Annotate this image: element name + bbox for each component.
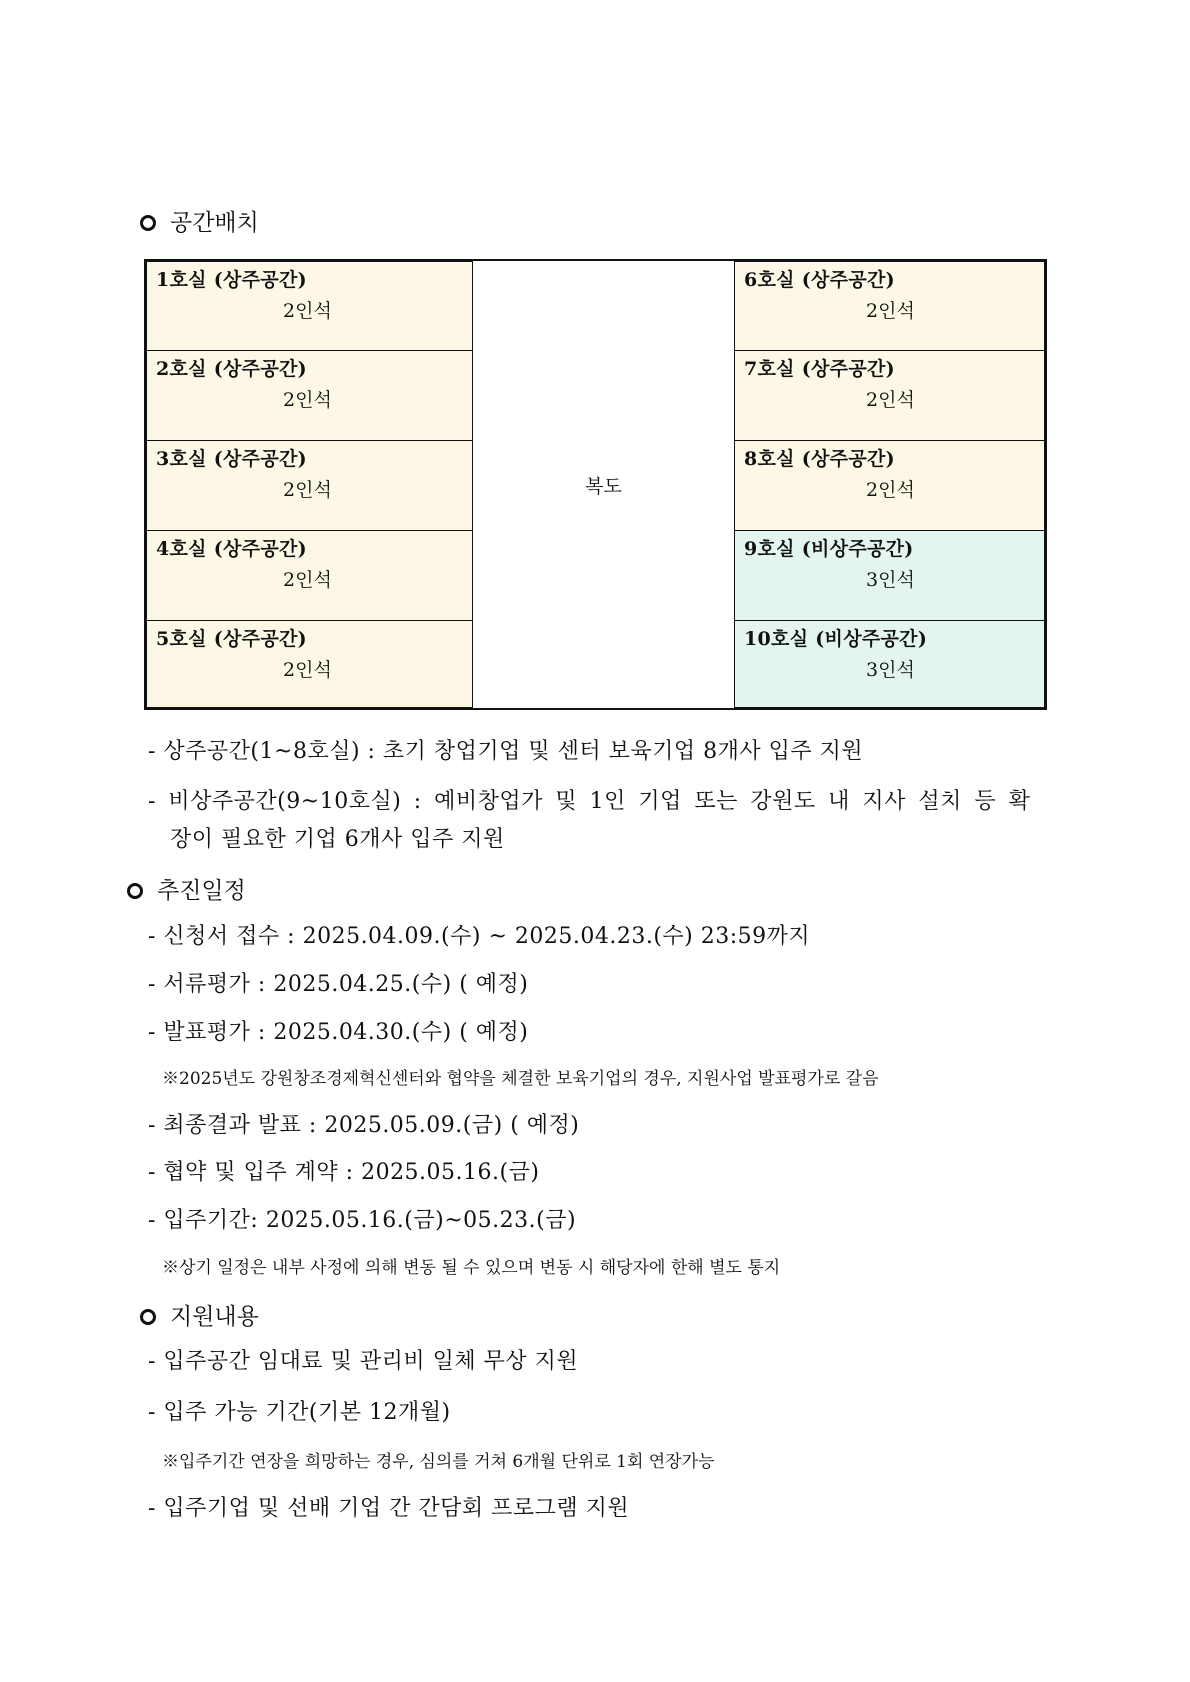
layout-desc-nonresident: - 비상주공간(9~10호실) : 예비창업가 및 1인 기업 또는 강원도 내 지사 설치 등 확 <box>148 789 1031 814</box>
room-6 <box>734 261 1045 351</box>
layout-desc-nonresident-cont: 장이 필요한 기업 6개사 입주 지원 <box>170 827 505 852</box>
room-name: 4호실 (상주공간) <box>156 538 307 560</box>
support-rent-free: - 입주공간 임대료 및 관리비 일체 무상 지원 <box>148 1349 579 1374</box>
room-9 <box>734 530 1045 621</box>
room-seats: 2인석 <box>283 659 332 681</box>
room-seats: 2인석 <box>283 479 332 501</box>
schedule-contract: - 협약 및 입주 계약 : 2025.05.16.(금) <box>148 1160 540 1185</box>
section-heading-schedule: 추진일정 <box>127 872 246 905</box>
schedule-note-presentation: ※2025년도 강원창조경제혁신센터와 협약을 체결한 보육기업의 경우, 지원사업 발표평가로 갈음 <box>162 1069 879 1089</box>
schedule-note-change: ※상기 일정은 내부 사정에 의해 변동 될 수 있으며 변동 시 해당자에 한해 별도 통지 <box>162 1258 781 1278</box>
layout-desc-resident: - 상주공간(1~8호실) : 초기 창업기업 및 센터 보육기업 8개사 입주 지원 <box>148 739 864 764</box>
section-heading-support: 지원내용 <box>140 1298 259 1331</box>
corridor <box>472 261 735 708</box>
room-name: 2호실 (상주공간) <box>156 358 307 380</box>
room-1 <box>146 261 473 351</box>
circle-bullet-icon <box>140 215 156 231</box>
schedule-final-result: - 최종결과 발표 : 2025.05.09.(금) ( 예정) <box>148 1113 580 1138</box>
section-heading-layout: 공간배치 <box>140 204 259 237</box>
schedule-application: - 신청서 접수 : 2025.04.09.(수) ~ 2025.04.23.(수) 23:59까지 <box>148 924 811 949</box>
room-name: 1호실 (상주공간) <box>156 269 307 291</box>
room-seats: 2인석 <box>866 479 915 501</box>
room-name: 6호실 (상주공간) <box>744 269 895 291</box>
room-4 <box>146 530 473 621</box>
room-seats: 3인석 <box>866 569 915 591</box>
circle-bullet-icon <box>140 1309 156 1325</box>
room-name: 8호실 (상주공간) <box>744 448 895 470</box>
room-name: 7호실 (상주공간) <box>744 358 895 380</box>
circle-bullet-icon <box>127 883 143 899</box>
room-seats: 2인석 <box>283 389 332 411</box>
room-name: 9호실 (비상주공간) <box>744 538 914 560</box>
schedule-document-review: - 서류평가 : 2025.04.25.(수) ( 예정) <box>148 972 529 997</box>
room-seats: 2인석 <box>283 569 332 591</box>
schedule-move-in: - 입주기간: 2025.05.16.(금)~05.23.(금) <box>148 1208 577 1233</box>
room-name: 10호실 (비상주공간) <box>744 628 928 650</box>
room-3 <box>146 440 473 531</box>
room-7 <box>734 350 1045 441</box>
corridor-label: 복도 <box>585 475 622 497</box>
floor-plan <box>144 259 1047 710</box>
room-8 <box>734 440 1045 531</box>
room-seats: 2인석 <box>866 389 915 411</box>
support-period: - 입주 가능 기간(기본 12개월) <box>148 1400 451 1425</box>
schedule-presentation: - 발표평가 : 2025.04.30.(수) ( 예정) <box>148 1020 529 1045</box>
room-2 <box>146 350 473 441</box>
room-5 <box>146 620 473 708</box>
room-name: 5호실 (상주공간) <box>156 628 307 650</box>
support-mentoring: - 입주기업 및 선배 기업 간 간담회 프로그램 지원 <box>148 1496 630 1521</box>
support-note-extension: ※입주기간 연장을 희망하는 경우, 심의를 거쳐 6개월 단위로 1회 연장가능 <box>162 1452 715 1472</box>
room-seats: 2인석 <box>283 300 332 322</box>
room-seats: 3인석 <box>866 659 915 681</box>
room-name: 3호실 (상주공간) <box>156 448 307 470</box>
room-seats: 2인석 <box>866 300 915 322</box>
room-10 <box>734 620 1045 708</box>
